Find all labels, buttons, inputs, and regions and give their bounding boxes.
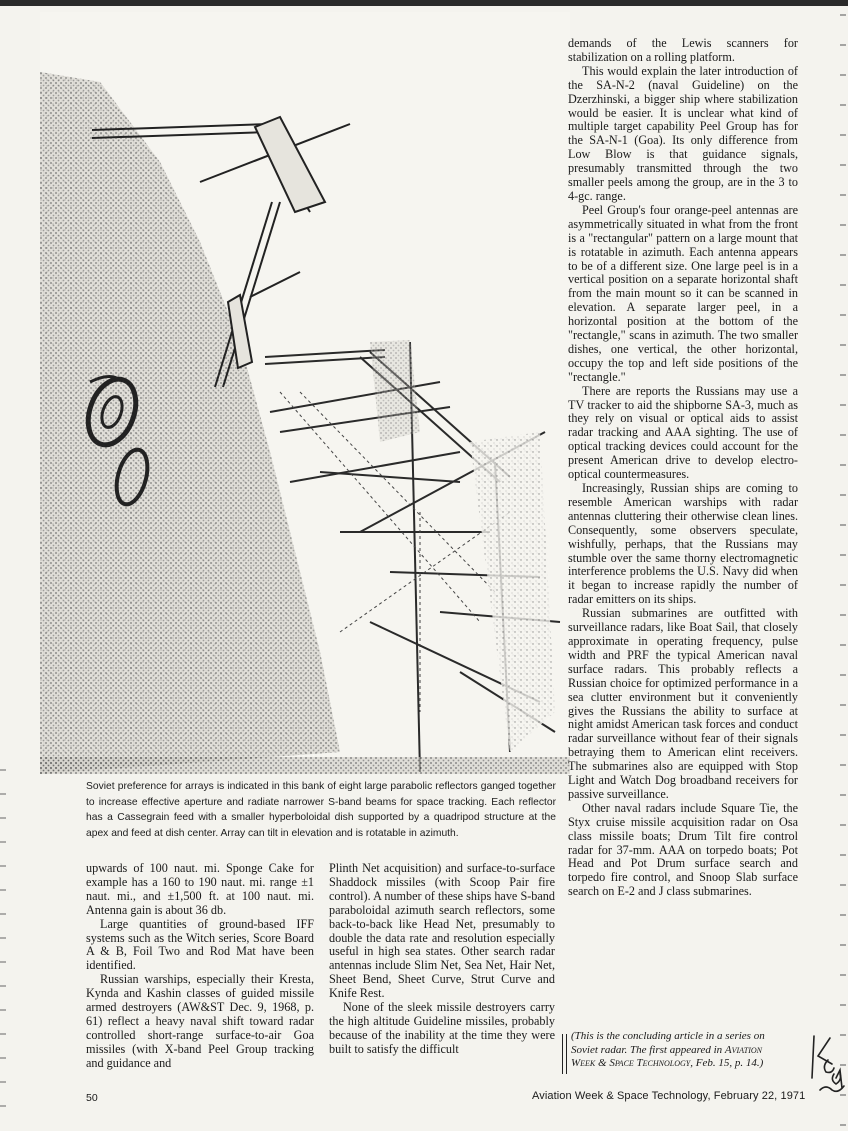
- paragraph: upwards of 100 naut. mi. Sponge Cake for example has a 160 to 190 naut. mi. range ±1 naut. mi., and ±1,500 ft. at 100 naut. mi. Antenna gain is about 36 db.: [86, 861, 314, 917]
- scan-top-edge: [0, 0, 848, 6]
- paragraph: Russian warships, especially their Kresta, Kynda and Kashin classes of guided missile armed destroyers (AW&ST Dec. 9, 1968, p. 61) reflect a heavy naval shift toward radar controlled short-range surface-to-air Goa missiles (with X-band Peel Group tracking and guidance and: [86, 972, 314, 1070]
- note-text-end: , Feb. 15, p. 14.): [690, 1057, 764, 1069]
- note-text: (This is the concluding article in a series on Soviet radar. The first appeared in: [571, 1030, 765, 1056]
- note-publication: Aviation Week & Space Technology: [571, 1043, 762, 1069]
- paragraph: Large quantities of ground-based IFF systems such as the Witch series, Score Board A & B, Foil Two and Rod Mat have been identified.: [86, 916, 314, 973]
- paragraph: Increasingly, Russian ships are coming to resemble American warships with radar antennas cluttering their otherwise clean lines. Consequently, some observers speculate, wishfully, perhaps, that the Russians may stumble over the same thorny electromagnetic interference problems the U.S. Navy did when it began to increase rapidly the number of radar emitters on its ships.: [568, 481, 798, 607]
- article-column-left: [86, 862, 314, 1071]
- paragraph: This would explain the later introduction of the SA-N-2 (naval Guideline) on the Dzerzhinski, a bigger ship where stabilization would be easier. It is unclear what kind of multiple target capability Peel Group has for the SA-N-1 (Goa). Its only difference from Low Blow is that guidance signals, presumably transmitted through the two smaller peels among the group, are in the 3 to 4-gc. range.: [568, 63, 798, 203]
- paragraph: demands of the Lewis scanners for stabilization on a rolling platform.: [568, 36, 798, 64]
- paragraph: Plinth Net acquisition) and surface-to-surface Shaddock missiles (with Scoop Pair fire control). A number of these ships have S-band paraboloidal azimuth search reflectors, some back-to-back like Head Net, presumably to double the data rate and resolution especially useful in high sea states. Other search radar antennas include Slim Net, Sea Net, Hair Net, Sheet Bend, Sheet Curve, Strut Curve and Knife Rest.: [329, 861, 555, 1001]
- paragraph: There are reports the Russians may use a TV tracker to aid the shipborne SA-3, much as they rely on visual or optical aids to assist radar tracking and AAA sighting. The use of optical tracking devices could account for the present American drive to develop electro-optical countermeasures.: [568, 383, 798, 482]
- page-number: 50: [86, 1092, 98, 1104]
- publication-footer: Aviation Week & Space Technology, February 22, 1971: [532, 1090, 806, 1102]
- scan-left-edge: [0, 760, 6, 1120]
- article-column-middle: [329, 862, 555, 1057]
- paragraph: Russian submarines are outfitted with surveillance radars, like Boat Sail, that closely approximate in operating frequency, pulse width and PRF the typical American naval surface radars. This probably reflects a Russian choice for optimized performance in a sea clutter environment but it conveniently gives the Russians the ability to surface at night amidst American task forces and conduct radar surveillance without fear of their signals betraying them to American elint receivers. The submarines also are equipped with Stop Light and Watch Dog broadband receivers for passive surveillance.: [568, 606, 798, 801]
- paragraph: Other naval radars include Square Tie, the Styx cruise missile acquisition radar on Osa class missile boats; Drum Tilt fire control radar for 37-mm. AAA on torpedo boats; Pot Head and Pot Drum surface search and torpedo fire control, and Snoop Slab surface search on E-2 and J class submarines.: [568, 800, 798, 899]
- paragraph: None of the sleek missile destroyers carry the high altitude Guideline missiles, probably because of the inability at the time they were built to satisfy the difficult: [329, 1000, 555, 1056]
- scan-right-edge: [840, 0, 846, 1131]
- paragraph: Peel Group's four orange-peel antennas are asymmetrically situated in what from the front is a "rectangular" pattern on a large mount that is rotatable in azimuth. Each antenna appears to be of a different size. One large peel is in a vertical position on a separate horizontal shaft from the main mount so it can be scanned in elevation. A separate larger peel, in a horizontal position at the bottom of the "rectangle," scans in azimuth. The two smaller dishes, one vertical, the other horizontal, occupy the top and left side positions of the "rectangle.": [568, 202, 798, 384]
- series-note: [571, 1030, 783, 1071]
- article-column-right: [568, 37, 798, 899]
- antenna-array-photo: [40, 12, 570, 774]
- photo-caption: Soviet preference for arrays is indicated in this bank of eight large parabolic reflectors ganged together to increase effective aperture and radiate narrower S-band beams for space tracking. Each reflector has a Cassegrain feed with a smaller hyperboloidal dish supported by a quadripod structure at the apex and feed at dish center. Array can tilt in elevation and is rotatable in azimuth.: [86, 781, 556, 839]
- note-margin-bar: [562, 1034, 567, 1074]
